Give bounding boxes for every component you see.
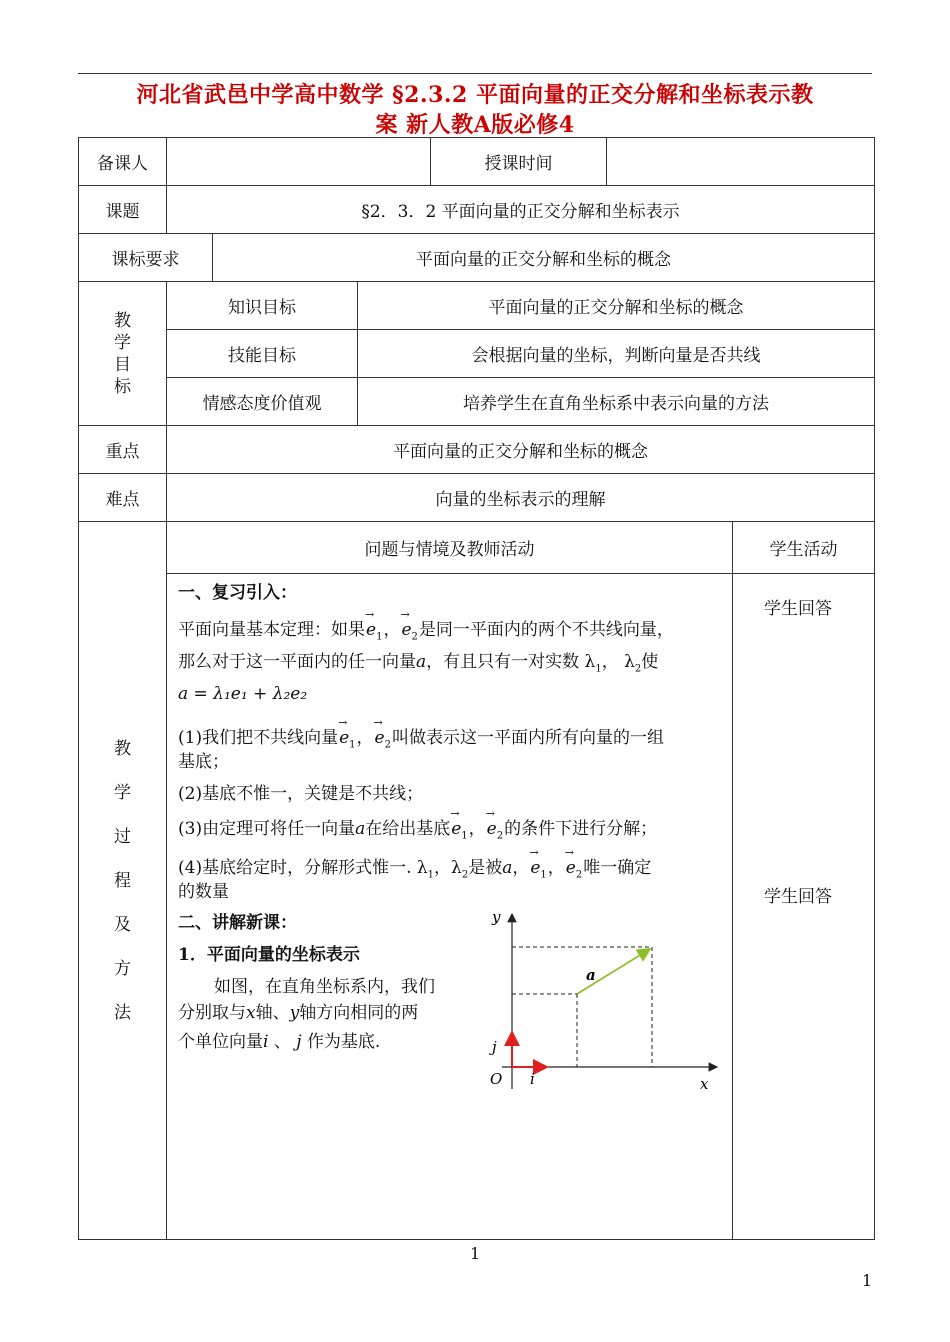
goals-label: 教 学 目 标 xyxy=(79,282,167,426)
y-axis-label: y xyxy=(492,908,501,926)
point-4-line-1: (4)基底给定时，分解形式惟一. $\lambda_1$，$\lambda_2$是被a，→ $e_1$，→ $e_2$唯一确定 xyxy=(178,855,651,888)
theorem-formula: a = λ₁e₁ + λ₂e₂ xyxy=(178,684,308,704)
prep-value xyxy=(167,138,431,186)
point-1-line-1: (1)我们把不共线向量→ $e_1$，→ $e_2$叫做表示这一平面内所有向量的一组 xyxy=(178,725,664,758)
j-label: j xyxy=(492,1038,497,1056)
point-3: (3)由定理可将任一向量a在给出基底→ $e_1$，→ $e_2$的条件下进行分解； xyxy=(178,816,657,849)
lesson-plan-table xyxy=(78,137,875,1240)
origin-label: O xyxy=(490,1070,503,1088)
title-line-1: 河北省武邑中学高中数学 §2.3.2 平面向量的正交分解和坐标表示教 xyxy=(136,82,814,108)
topic-label: 课题 xyxy=(79,186,167,234)
section-new-heading: 二、讲解新课： xyxy=(178,913,297,933)
activity-content xyxy=(167,574,733,1240)
coordinate-figure xyxy=(472,904,732,1104)
page-number-outer: 1 xyxy=(862,1271,873,1290)
difficult-label: 难点 xyxy=(79,474,167,522)
section-review-heading: 一、复习引入： xyxy=(178,583,297,603)
i-label: i xyxy=(530,1070,535,1088)
student-header: 学生活动 xyxy=(733,522,875,574)
student-activity-content xyxy=(733,574,875,1240)
page-number-inner: 1 xyxy=(470,1244,481,1263)
point-4-line-2: 的数量 xyxy=(178,882,229,902)
difficult-value: 向量的坐标表示的理解 xyxy=(167,474,875,522)
emotion-label: 情感态度价值观 xyxy=(167,378,358,426)
standard-label: 课标要求 xyxy=(79,234,213,282)
body-line-2: 分别取与x轴、y轴方向相同的两 xyxy=(178,1003,419,1023)
student-answer-2: 学生回答 xyxy=(764,887,833,907)
process-label: 教 学 过 程 及 方 法 xyxy=(79,522,167,1240)
skill-label: 技能目标 xyxy=(167,330,358,378)
document-title xyxy=(60,80,890,140)
topic-value: §2．3．2 平面向量的正交分解和坐标表示 xyxy=(167,186,875,234)
x-axis-label: x xyxy=(700,1075,709,1093)
standard-value: 平面向量的正交分解和坐标的概念 xyxy=(213,234,875,282)
student-answer-1: 学生回答 xyxy=(764,599,833,619)
knowledge-label: 知识目标 xyxy=(167,282,358,330)
time-value xyxy=(607,138,875,186)
activity-header: 问题与情境及教师活动 xyxy=(167,522,733,574)
point-2: (2)基底不惟一，关键是不共线； xyxy=(178,784,424,804)
emotion-value: 培养学生在直角坐标系中表示向量的方法 xyxy=(358,378,875,426)
header-rule xyxy=(78,73,872,74)
key-label: 重点 xyxy=(79,426,167,474)
vector-a-label: a xyxy=(586,966,596,984)
knowledge-value: 平面向量的正交分解和坐标的概念 xyxy=(358,282,875,330)
body-line-3: 个单位向量i 、 j 作为基底. xyxy=(178,1032,381,1052)
theorem-line-2: 那么对于这一平面内的任一向量a，有且只有一对实数 $\lambda_1$， $\lambda_2$使 xyxy=(178,652,659,675)
prep-label: 备课人 xyxy=(79,138,167,186)
key-value: 平面向量的正交分解和坐标的概念 xyxy=(167,426,875,474)
body-line-1: 如图，在直角坐标系内，我们 xyxy=(214,977,435,997)
skill-value: 会根据向量的坐标，判断向量是否共线 xyxy=(358,330,875,378)
subsection-heading: 1．平面向量的坐标表示 xyxy=(178,945,360,965)
point-1-line-2: 基底； xyxy=(178,752,229,772)
time-label: 授课时间 xyxy=(431,138,607,186)
theorem-line-1: 平面向量基本定理：如果→ $e_1$，→ $e_2$是同一平面内的两个不共线向量， xyxy=(178,617,674,650)
title-line-2: 案 新人教A版必修4 xyxy=(375,112,575,138)
